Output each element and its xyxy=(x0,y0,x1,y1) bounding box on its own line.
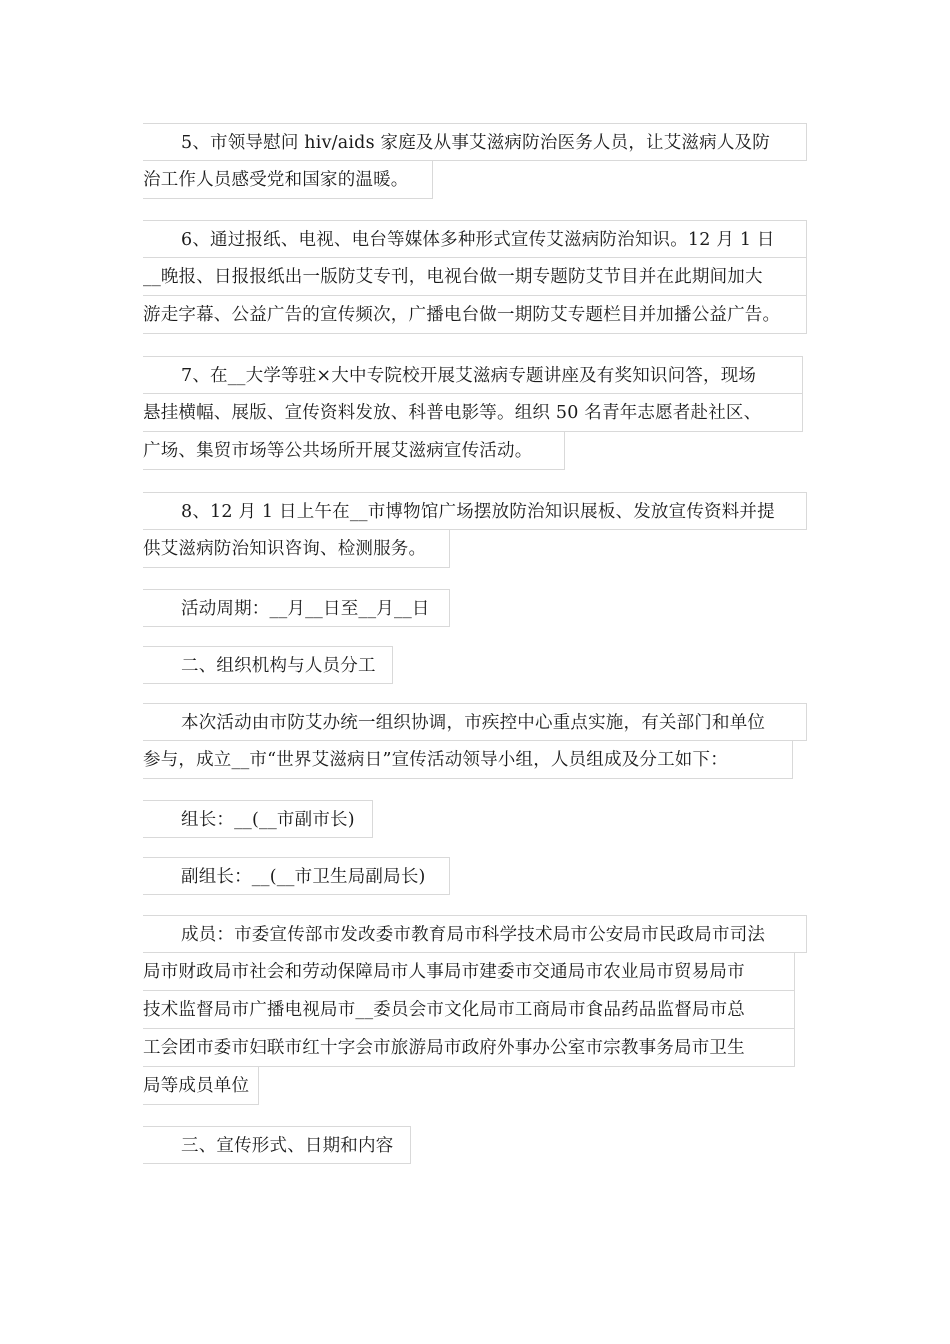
paragraph-item-7 xyxy=(143,356,803,470)
text-line: 局市财政局市社会和劳动保障局市人事局市建委市交通局市农业局市贸易局市 xyxy=(143,953,795,991)
text-line: 二、组织机构与人员分工 xyxy=(143,646,393,684)
text-line: __晚报、日报报纸出一版防艾专刊，电视台做一期专题防艾节目并在此期间加大 xyxy=(143,258,807,296)
text-line: 副组长：__(__市卫生局副局长) xyxy=(143,857,450,895)
text-line: 局等成员单位 xyxy=(143,1067,259,1105)
text-line: 游走字幕、公益广告的宣传频次，广播电台做一期防艾专题栏目并加播公益广告。 xyxy=(143,296,807,334)
activity-period xyxy=(143,589,450,627)
text-line: 治工作人员感受党和国家的温暖。 xyxy=(143,161,433,199)
paragraph-item-6 xyxy=(143,220,807,334)
text-line: 广场、集贸市场等公共场所开展艾滋病宣传活动。 xyxy=(143,432,565,470)
text-line: 成员：市委宣传部市发改委市教育局市科学技术局市公安局市民政局市司法 xyxy=(143,915,807,953)
text-line: 三、宣传形式、日期和内容 xyxy=(143,1126,411,1164)
paragraph-item-8 xyxy=(143,492,807,568)
text-line: 技术监督局市广播电视局市__委员会市文化局市工商局市食品药品监督局市总 xyxy=(143,991,795,1029)
section-heading-3 xyxy=(143,1126,411,1164)
text-line: 5、市领导慰问 hiv/aids 家庭及从事艾滋病防治医务人员，让艾滋病人及防 xyxy=(143,123,807,161)
section-heading-2 xyxy=(143,646,393,684)
text-line: 6、通过报纸、电视、电台等媒体多种形式宣传艾滋病防治知识。12 月 1 日 xyxy=(143,220,807,258)
text-line: 组长：__(__市副市长) xyxy=(143,800,373,838)
text-line: 8、12 月 1 日上午在__市博物馆广场摆放防治知识展板、发放宣传资料并提 xyxy=(143,492,807,530)
text-line: 参与，成立__市“世界艾滋病日”宣传活动领导小组，人员组成及分工如下： xyxy=(143,741,793,779)
text-line: 本次活动由市防艾办统一组织协调，市疾控中心重点实施，有关部门和单位 xyxy=(143,703,807,741)
organization-paragraph xyxy=(143,703,807,779)
text-line: 悬挂横幅、展版、宣传资料发放、科普电影等。组织 50 名青年志愿者赴社区、 xyxy=(143,394,803,432)
deputy-leader xyxy=(143,857,450,895)
text-line: 活动周期：__月__日至__月__日 xyxy=(143,589,450,627)
text-line: 工会团市委市妇联市红十字会市旅游局市政府外事办公室市宗教事务局市卫生 xyxy=(143,1029,795,1067)
text-line: 7、在__大学等驻×大中专院校开展艾滋病专题讲座及有奖知识问答，现场 xyxy=(143,356,803,394)
group-leader xyxy=(143,800,373,838)
paragraph-item-5 xyxy=(143,123,807,199)
members-paragraph xyxy=(143,915,807,1105)
text-line: 供艾滋病防治知识咨询、检测服务。 xyxy=(143,530,450,568)
